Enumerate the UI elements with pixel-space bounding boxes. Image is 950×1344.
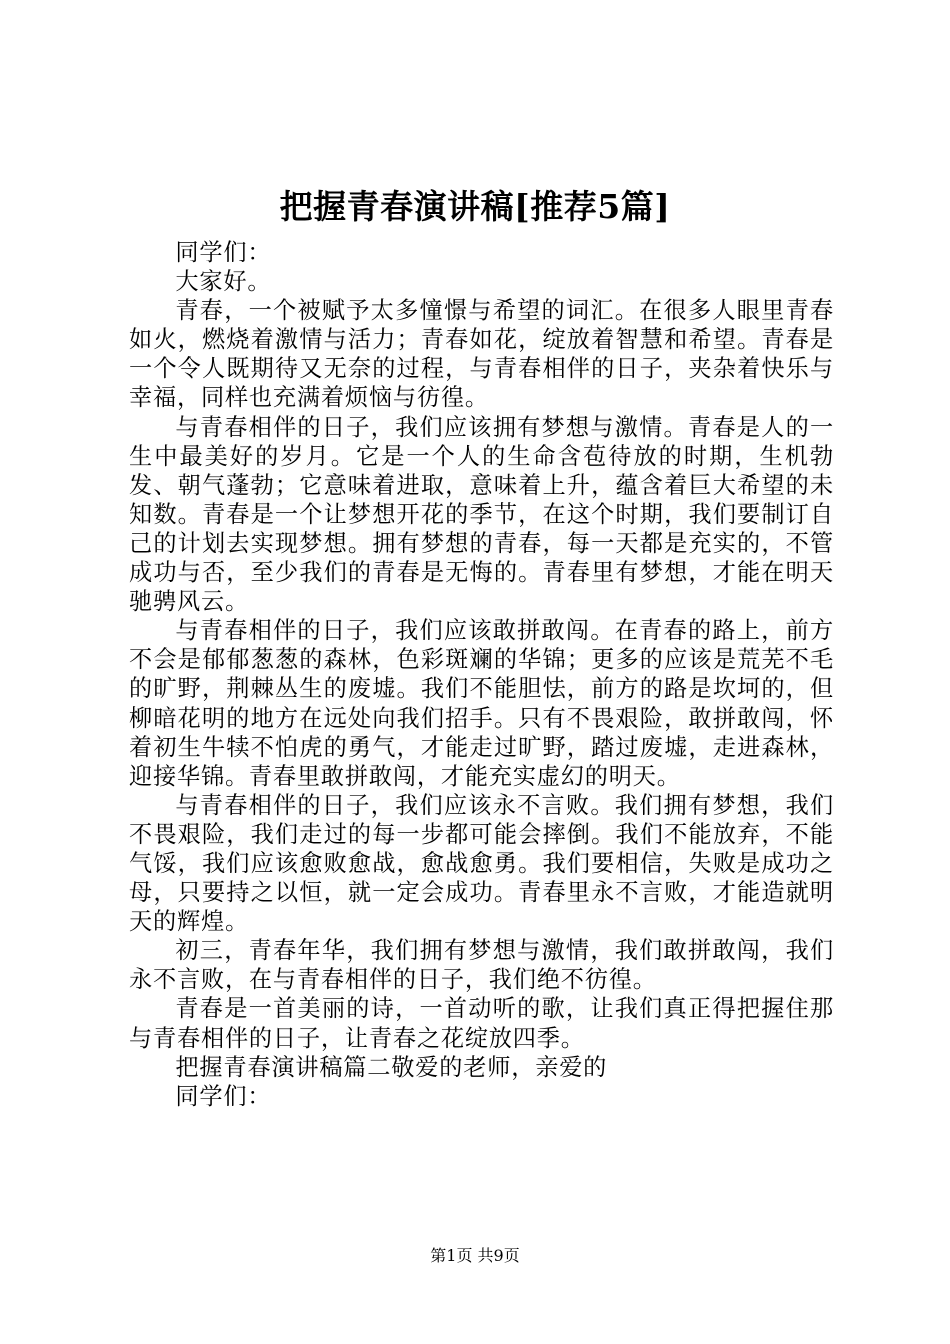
paragraph-section-heading: 把握青春演讲稿篇二敬爱的老师，亲爱的: [175, 1053, 608, 1081]
paragraph: 与青春相伴的日子，我们应该拥有梦想与激情。青春是人的一生中最美好的岁月。它是一个人的生命含苞待放的时期，生机勃发、朝气蓬勃；它意味着进取，意味着上升，蕴含着巨大希望的未知数。青春是一个让梦想开花的季节，在这个时期，我们要制订自己的计划去实现梦想。拥有梦想的青春，每一天都是充实的，不管成功与否，至少我们的青春是无悔的。青春里有梦想，才能在明天驰骋风云。: [129, 413, 834, 616]
paragraph-hello: 大家好。: [175, 268, 272, 296]
paragraph: 与青春相伴的日子，我们应该敢拼敢闯。在青春的路上，前方不会是郁郁葱葱的森林，色彩斑斓的华锦；更多的应该是荒芜不毛的旷野，荆棘丛生的废墟。我们不能胆怯，前方的路是坎坷的，但柳暗花明的地方在远处向我们招手。只有不畏艰险，敢拼敢闯，怀着初生牛犊不怕虎的勇气，才能走过旷野，踏过废墟，走进森林，迎接华锦。青春里敢拼敢闯，才能充实虚幻的明天。: [129, 617, 834, 790]
paragraph: 与青春相伴的日子，我们应该永不言败。我们拥有梦想，我们不畏艰险，我们走过的每一步都可能会摔倒。我们不能放弃，不能气馁，我们应该愈败愈战，愈战愈勇。我们要相信，失败是成功之母，只要持之以恒，就一定会成功。青春里永不言败，才能造就明天的辉煌。: [129, 791, 834, 936]
document-title: 把握青春演讲稿[推荐5篇]: [279, 187, 671, 226]
paragraph-greeting: 同学们：: [175, 1082, 272, 1110]
paragraph: 青春，一个被赋予太多憧憬与希望的词汇。在很多人眼里青春如火，燃烧着激情与活力；青春如花，绽放着智慧和希望。青春是一个令人既期待又无奈的过程，与青春相伴的日子，夹杂着快乐与幸福，同样也充满着烦恼与彷徨。: [129, 297, 834, 412]
document-body: [129, 238, 834, 1111]
paragraph-greeting: 同学们：: [175, 239, 272, 266]
paragraph: 青春是一首美丽的诗，一首动听的歌，让我们真正得把握住那与青春相伴的日子，让青春之花绽放四季。: [129, 995, 834, 1052]
page-footer: 第1页 共9页: [430, 1246, 520, 1265]
paragraph: 初三，青春年华，我们拥有梦想与激情，我们敢拼敢闯，我们永不言败，在与青春相伴的日子，我们绝不彷徨。: [129, 937, 834, 994]
